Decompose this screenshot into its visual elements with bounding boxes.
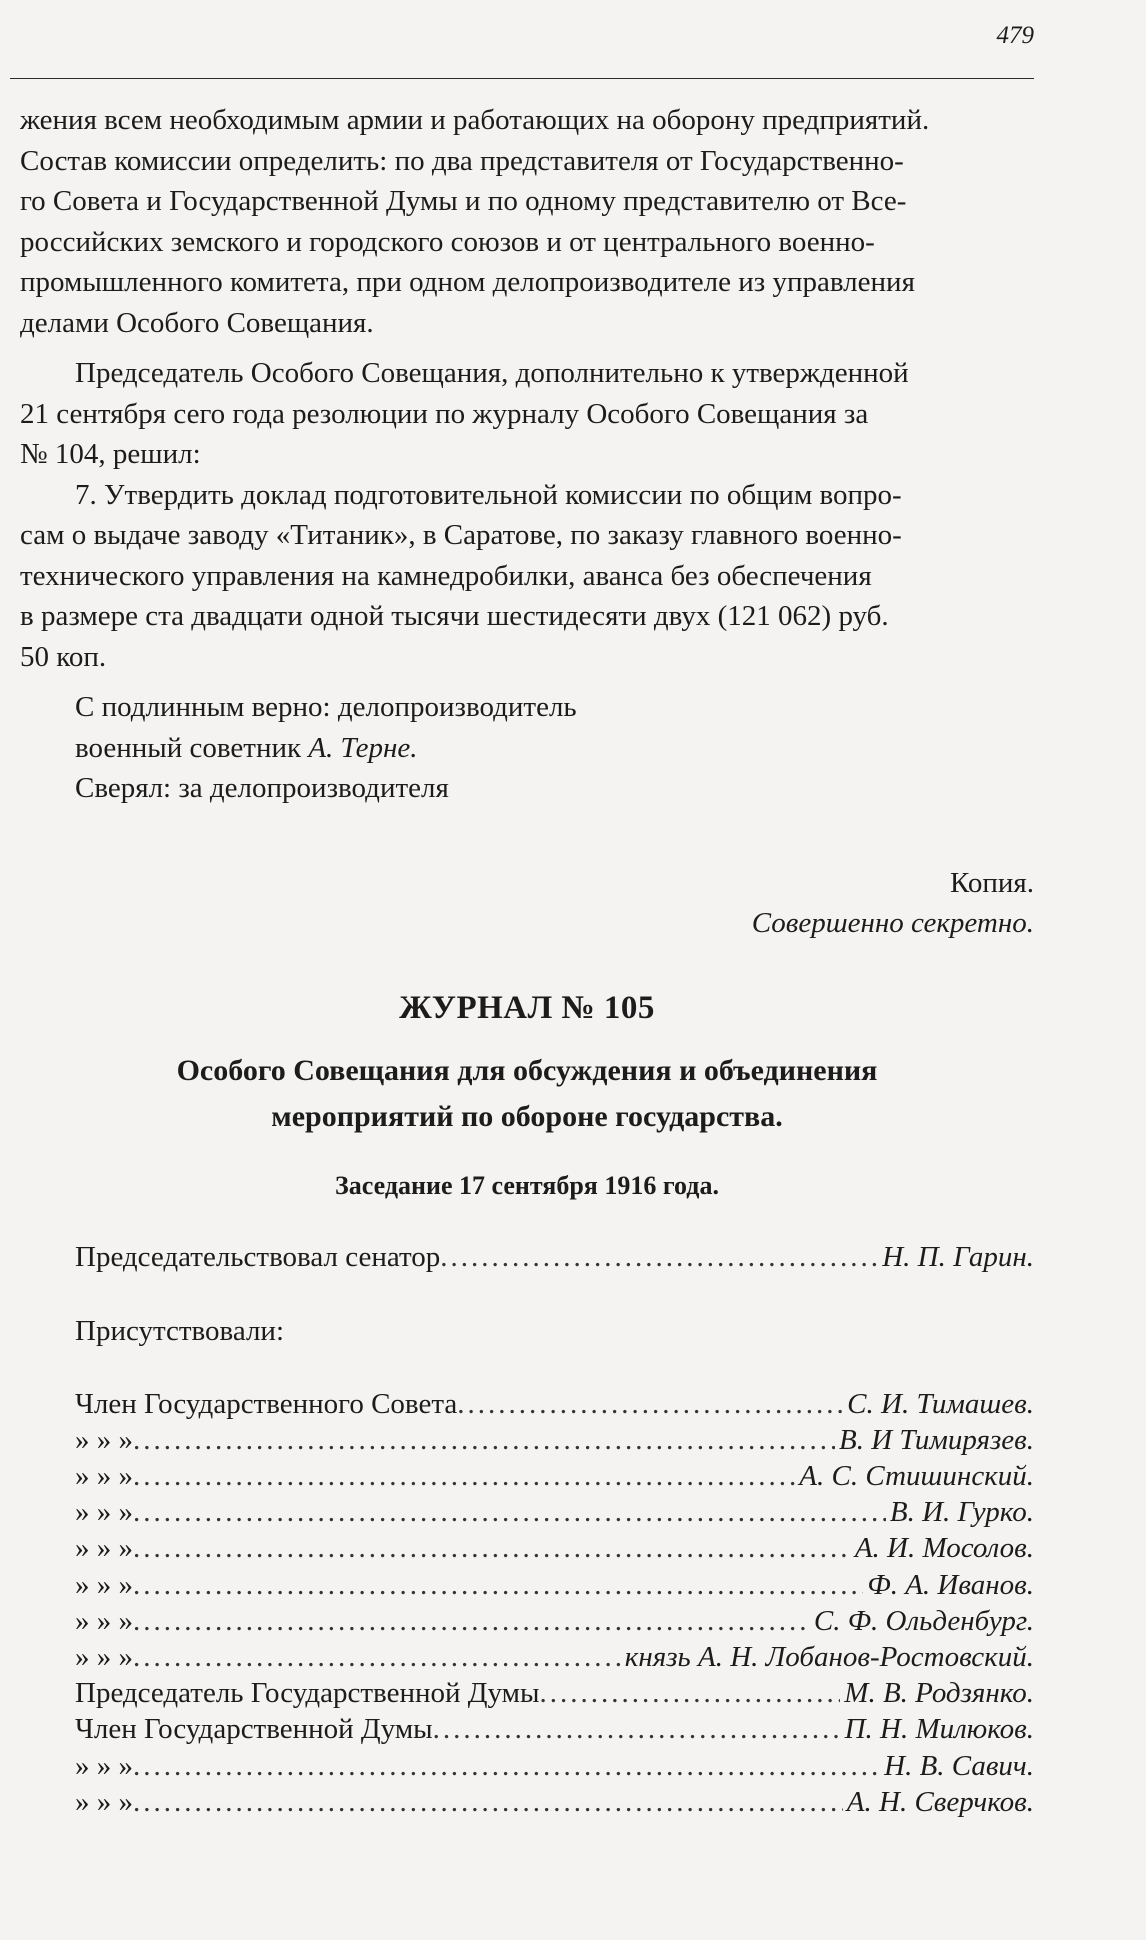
certified-name: А. Терне.: [308, 731, 418, 764]
leader-dots: [133, 1530, 851, 1566]
leader-dots: [457, 1386, 843, 1422]
member-title: Член Государственной Думы: [75, 1713, 433, 1746]
member-row: [20, 1748, 1034, 1784]
text-line: Председатель Особого Совещания, дополнительно к утвержденной: [75, 357, 909, 389]
text-line: 7. Утвердить доклад подготовительной комиссии по общим вопро-: [75, 478, 902, 511]
page-text: [20, 100, 1034, 1820]
member-row: [20, 1675, 1034, 1711]
member-name: Ф. А. Иванов.: [867, 1568, 1034, 1601]
member-row: [20, 1422, 1034, 1458]
paragraph-item-7: [20, 475, 1034, 678]
verified-line: Сверял: за делопроизводителя: [75, 772, 449, 804]
member-name: А. Н. Сверчков.: [846, 1785, 1034, 1818]
page-number: 479: [996, 22, 1034, 49]
member-row: [20, 1784, 1034, 1820]
text-line: го Совета и Государственной Думы и по одному представителю от Все-: [20, 185, 907, 217]
text-line: технического управления на камнедробилки, аванса без обеспечения: [20, 559, 872, 592]
member-name: С. И. Тимашев.: [847, 1387, 1034, 1420]
secret-label: Совершенно секретно.: [751, 907, 1034, 939]
member-row: [20, 1386, 1034, 1422]
text-line: сам о выдаче заводу «Титаник», в Саратове, по заказу главного военно-: [20, 519, 902, 551]
member-name: А. И. Мосолов.: [854, 1532, 1034, 1565]
leader-dots: [133, 1422, 835, 1458]
member-name: В. И Тимирязев.: [839, 1423, 1034, 1456]
certified-line: С подлинным верно: делопроизводитель: [75, 691, 577, 723]
member-title: » » »: [75, 1785, 133, 1818]
leader-dots: [440, 1237, 878, 1278]
member-row: [20, 1567, 1034, 1603]
member-title: » » »: [75, 1568, 133, 1601]
chair-label: Председательствовал сенатор: [75, 1240, 441, 1273]
member-title: Председатель Государственной Думы: [75, 1677, 540, 1710]
member-title: » » »: [75, 1640, 133, 1673]
chair-row: [20, 1237, 1034, 1278]
header-rule: [10, 78, 1034, 79]
text-line: в размере ста двадцати одной тысячи шестидесяти двух (121 062) руб.: [20, 600, 889, 632]
text-line: жения всем необходимым армии и работающих на оборону предприятий.: [20, 104, 930, 136]
member-title: » » »: [75, 1749, 133, 1782]
text-line: промышленного комитета, при одном делопроизводителе из управления: [20, 266, 915, 298]
text-line: 50 коп.: [20, 640, 107, 673]
member-row: [20, 1494, 1034, 1530]
member-name: А. С. Стишинский.: [799, 1459, 1034, 1492]
present-label: Присутствовали:: [75, 1315, 285, 1347]
certification-block: [20, 687, 1034, 809]
text-line: № 104, решил:: [20, 438, 201, 470]
member-row: [20, 1603, 1034, 1639]
member-row: [20, 1711, 1034, 1747]
member-title: » » »: [75, 1423, 133, 1456]
chair-name: Н. П. Гарин.: [882, 1240, 1034, 1273]
paragraph-chairman-decision: [20, 353, 1034, 475]
certified-role: военный советник: [75, 731, 309, 764]
member-title: » » »: [75, 1604, 133, 1637]
text-line: Состав комиссии определить: по два представителя от Государственно-: [20, 144, 904, 177]
member-row: [20, 1458, 1034, 1494]
certified-signer: [20, 728, 1034, 769]
member-name: С. Ф. Ольденбург.: [813, 1604, 1034, 1637]
member-name: М. В. Родзянко.: [844, 1677, 1034, 1710]
text-line: делами Особого Совещания.: [20, 306, 374, 339]
member-title: » » »: [75, 1496, 133, 1529]
member-title: » » »: [75, 1459, 133, 1492]
member-title: Член Государственного Совета: [75, 1387, 458, 1420]
member-row: [20, 1639, 1034, 1675]
member-row: [20, 1530, 1034, 1566]
members-list: [20, 1386, 1034, 1820]
leader-dots: [133, 1567, 863, 1603]
leader-dots: [539, 1675, 840, 1711]
leader-dots: [433, 1711, 841, 1747]
leader-dots: [133, 1784, 843, 1820]
text-line: 21 сентября сего года резолюции по журналу Особого Совещания за: [20, 397, 869, 430]
journal-subtitle: [20, 1048, 1034, 1140]
journal-title: ЖУРНАЛ № 105: [399, 989, 655, 1026]
text-line: российских земского и городского союзов и от центрального военно-: [20, 225, 875, 258]
leader-dots: [133, 1603, 810, 1639]
member-name: князь А. Н. Лобанов-Ростовский.: [624, 1640, 1034, 1673]
leader-dots: [133, 1748, 880, 1784]
copy-label: Копия.: [949, 866, 1034, 899]
journal-subtitle-line: Особого Совещания для обсуждения и объединения: [176, 1054, 878, 1087]
member-name: В. И. Гурко.: [889, 1496, 1034, 1529]
member-name: П. Н. Милюков.: [844, 1713, 1034, 1746]
journal-subtitle-line: мероприятий по обороне государства.: [271, 1100, 783, 1133]
member-title: » » »: [75, 1532, 133, 1565]
session-date: Заседание 17 сентября 1916 года.: [335, 1171, 719, 1200]
leader-dots: [133, 1458, 795, 1494]
paragraph-commission: [20, 100, 1034, 343]
leader-dots: [133, 1494, 886, 1530]
leader-dots: [133, 1639, 621, 1675]
member-name: Н. В. Савич.: [884, 1749, 1034, 1782]
